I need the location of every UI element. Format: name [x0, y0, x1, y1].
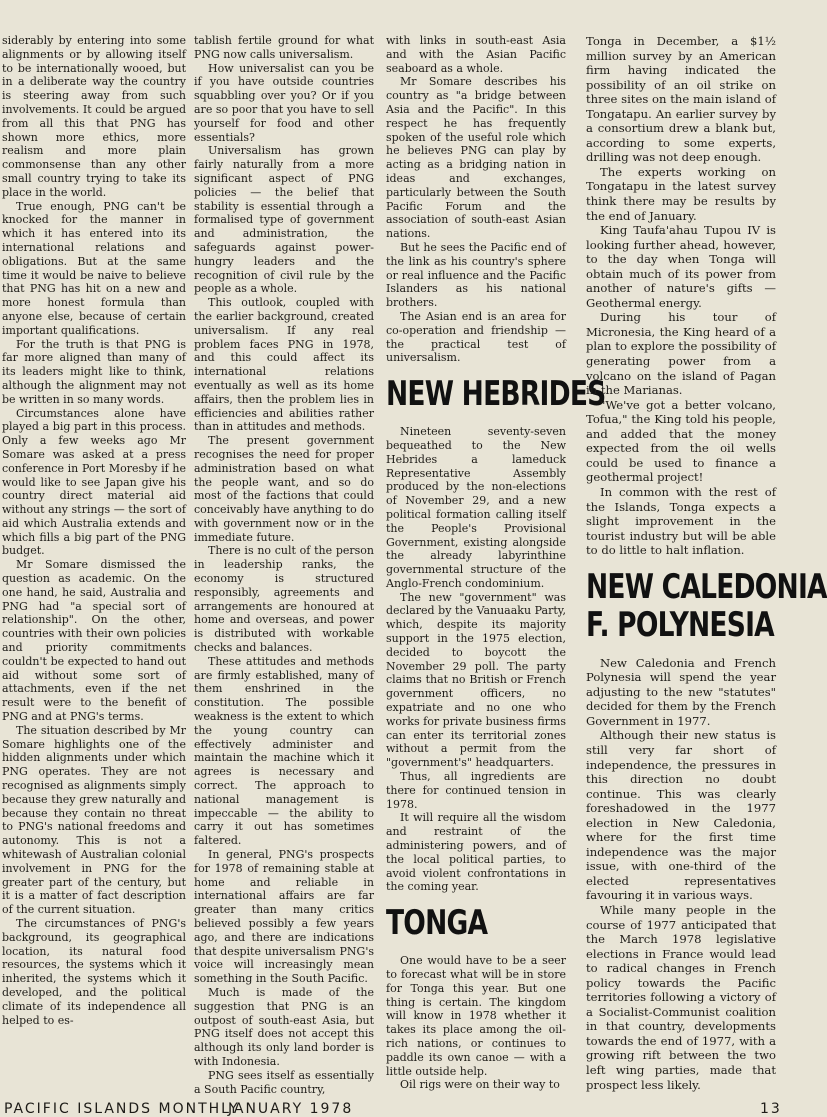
paragraph: Much is made of the suggestion that PNG is an outpost of south-east Asia, but PNG itself does not accept this although its only land border is with Indonesia.	[194, 985, 374, 1068]
paragraph: This outlook, coupled with the earlier background, created universalism. If any real problem faces PNG in 1978, and this could affect its international relations eventually as well as its home affairs, then the problem lies in efficiencies and abilities rather than in attitudes and methods.	[194, 296, 374, 434]
paragraph: PNG sees itself as essentially a South Pacific country,	[194, 1068, 374, 1096]
paragraph: The new "government" was declared by the Vanuaaku Party, which, despite its majority support in the 1975 election, decided to boycott the November 29 poll. The party claims that no British or French government officers, no expatriate and no one who works for private business firms can enter its territorial zones without a permit from the "government's" headquarters.	[386, 590, 566, 770]
paragraph: with links in south-east Asia and with the Asian Pacific seaboard as a whole.	[386, 34, 566, 75]
paragraph: In common with the rest of the Islands, Tonga expects a slight improvement in the tourist industry but will be able to do little to halt inflation.	[586, 484, 776, 558]
paragraph: Nineteen seventy-seven bequeathed to the New Hebrides a lameduck Representative Assembly produced by the non-elections of November 29, and a new political formation calling itself the People's Provisional Government, existing alongside the already labyrinthine governmental structure of the Anglo-French condominium.	[386, 425, 566, 590]
paragraph: One would have to be a seer to forecast what will be in store for Tonga this year. But one thing is certain. The kingdom will know in 1978 whether it takes its place among the oil-rich nations, or continues to paddle its own canoe — with a little outside help.	[386, 954, 566, 1078]
paragraph: True enough, PNG can't be knocked for the manner in which it has entered into its international relations and obligations. But at the same time it would be naive to believe that PNG has hit on a new and more honest formula than anyone else, because of certain important qualifications.	[2, 199, 186, 337]
paragraph: Circumstances alone have played a big part in this process. Only a few weeks ago Mr Somare was asked at a press conference in Port Moresby if he would like to see Japan give his country direct material aid without any strings — the sort of aid which Australia extends and which fills a big part of the PNG budget.	[2, 406, 186, 558]
paragraph: How universalist can you be if you have outside countries squabbling over you? Or if you are so poor that you have to sell yourself for food and other essentials?	[194, 61, 374, 144]
paragraph: But he sees the Pacific end of the link as his country's sphere or real influence and the Pacific Islanders as his national brothers.	[386, 240, 566, 310]
paragraph: The situation described by Mr Somare highlights one of the hidden alignments under which PNG operates. They are not recognised as alignments simply because they grew naturally and because they contain no threat to PNG's national freedoms and autonomy. This is not a whitewash of Australian colonial involvement in PNG for the greater part of the century, but it is a matter of fact description of the current situation.	[2, 723, 186, 917]
paragraph: These attitudes and methods are firmly established, many of them enshrined in the constitution. The possible weakness is the extent to which the young country can effectively administer and maintain the machine which it agrees is necessary and correct. The approach to national management is impeccable — the ability to carry it out has sometimes faltered.	[194, 654, 374, 848]
section-heading-new-hebrides: NEW HEBRIDES	[386, 374, 606, 415]
paragraph: The experts working on Tongatapu in the latest survey think there may be results by the end of January.	[586, 164, 776, 223]
paragraph: King Taufa'ahau Tupou IV is looking further ahead, however, to the day when Tonga will obtain much of its power from another of nature's gifts — Geothermal energy.	[586, 223, 776, 310]
section-heading-new-caledonia: NEW CALEDONIA	[586, 566, 827, 607]
paragraph: The Asian end is an area for co-operation and friendship — the practical test of universalism.	[386, 309, 566, 365]
paragraph: siderably by entering into some alignments or by allowing itself to be internationally wooed, but in a deliberate way the country is steering away from such involvements. It could be argued from all this that PNG has shown more ethics, more realism and more plain commonsense than any other small country trying to take its place in the world.	[2, 34, 186, 199]
paragraph: The present government recognises the need for proper administration based on what the people want, and so do most of the factions that could conceivably have anything to do with government now or in the immediate future.	[194, 434, 374, 544]
paragraph: Although their new status is still very far short of independence, the pressures in this direction no doubt continue. This was clearly foreshadowed in the 1977 election in New Caledonia, where for the first time independence was the major issue, with one-third of the elected representatives favouring it in various ways.	[586, 728, 776, 903]
paragraph: It will require all the wisdom and restraint of the administering powers, and of the local political parties, to avoid violent confrontations in the coming year.	[386, 811, 566, 894]
paragraph: While many people in the course of 1977 anticipated that the March 1978 legislative elections in France would lead to radical changes in French policy towards the Pacific territories following a victory of a Socialist-Communist coalition in that country, developments towards the end of 1977, with a growing rift between the two left wing parties, made that prospect less likely.	[586, 902, 776, 1092]
section-heading-tonga: TONGA	[386, 903, 488, 944]
footer-date: JANUARY 1978	[228, 1101, 354, 1117]
paragraph: New Caledonia and French Polynesia will spend the year adjusting to the new "statutes" decided for them by the French Government in 1977.	[586, 655, 776, 728]
column-3	[386, 34, 606, 1092]
paragraph: tablish fertile ground for what PNG now calls universalism.	[194, 34, 374, 61]
page-footer	[0, 1101, 801, 1117]
paragraph: Thus, all ingredients are there for continued tension in 1978.	[386, 770, 566, 811]
footer-page-number: 13	[760, 1101, 782, 1117]
section-heading-f-polynesia: F. POLYNESIA	[586, 604, 774, 645]
paragraph: Oil rigs were on their way to	[400, 1078, 560, 1092]
footer-publication: PACIFIC ISLANDS MONTHLY	[4, 1101, 240, 1117]
paragraph: "We've got a better volcano, Tofua," the King told his people, and added that the money expected from the oil wells could be used to finance a geothermal project!	[586, 397, 776, 485]
paragraph: Universalism has grown fairly naturally from a more significant aspect of PNG policies — the belief that stability is essential through a formalised type of government and administration, the safeguards against power-hungry leaders and the recognition of civil rule by the people as a whole.	[194, 144, 374, 296]
paragraph: During his tour of Micronesia, the King heard of a plan to explore the possibility of generating power from a volcano on the island of Pagan in the Marianas.	[586, 310, 776, 398]
paragraph: There is no cult of the person in leadership ranks, the economy is structured responsibly, agreements and arrangements are honoured at home and overseas, and power is distributed with workable checks and balances.	[194, 544, 374, 655]
paragraph: In general, PNG's prospects for 1978 of remaining stable at home and reliable in international affairs are far greater than many critics believed possibly a few years ago, and there are indications that despite universalism PNG's voice will increasingly mean something in the South Pacific.	[194, 848, 374, 986]
paragraph: The circumstances of PNG's background, its geographical location, its natural food resources, the systems which it inherited, the systems which it developed, and the political climate of its independence all helped to es-	[2, 917, 186, 1027]
paragraph: For the truth is that PNG is far more aligned than many of its leaders might like to think, although the alignment may not be written in so many words.	[2, 337, 186, 406]
column-4	[586, 34, 827, 1092]
column-1	[2, 34, 186, 1027]
paragraph: Mr Somare dismissed the question as academic. On the one hand, he said, Australia and PNG had "a special sort of relationship". On the other, countries with their own policies and priority commitments couldn't be expected to hand out aid without some sort of attachments, even if the net result were to the benefit of PNG and at PNG's terms.	[2, 558, 186, 724]
column-2	[194, 34, 374, 1096]
paragraph: Mr Somare describes his country as "a bridge between Asia and the Pacific". In this respect he has frequently spoken of the useful role which he believes PNG can play by acting as a bridging nation in ideas and exchanges, particularly between the South Pacific Forum and the association of south-east Asian nations.	[386, 75, 566, 241]
paragraph: Tonga in December, a $1½ million survey by an American firm having indicated the possibility of an oil strike on three sites on the main island of Tongatapu. An earlier survey by a consortium drew a blank but, according to some experts, drilling was not deep enough.	[586, 34, 776, 165]
